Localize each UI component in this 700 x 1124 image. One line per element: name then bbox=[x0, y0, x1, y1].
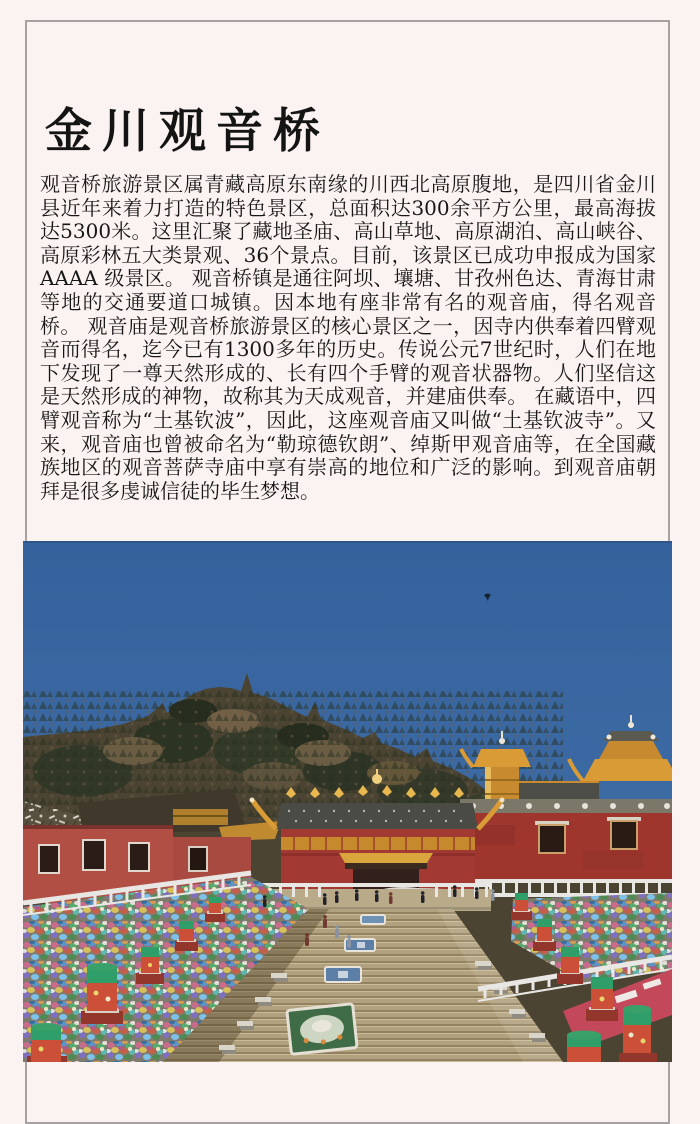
monastery-photo-illustration bbox=[23, 541, 672, 1062]
thangka-medallion bbox=[287, 1004, 357, 1055]
body-paragraph: 观音桥旅游景区属青藏高原东南缘的川西北高原腹地，是四川省金川县近年来着力打造的特色景区，总面积达300余平方公里，最高海拔达5300米。这里汇聚了藏地圣庙、高山草地、高原湖泊、高山峡谷、高原彩林五大类景观、36个景点。目前，该景区已成功申报成为国家AAAA 级景区。 观音桥镇是通往阿坝、壤塘、甘孜州色达、青海甘肃等地的交通要道口城镇。因本地有座非常有名的观音庙，得名观音桥。 观音庙是观音桥旅游景区的核心景区之一，因寺内供奉着四臂观音而得名，迄今已有1300多年的历史。传说公元7世纪时，人们在地下发现了一尊天然形成的、长有四个手臂的观音状器物。人们坚信这是天然形成的神物，故称其为天成观音，并建庙供奉。 在藏语中，四臂观音称为“土基钦波”，因此，这座观音庙又叫做“土基钦波寺”。又来，观音庙也曾被命名为“勒琼德钦朗”、绰斯甲观音庙等，在全国藏族地区的观音菩萨寺庙中享有崇高的地位和广泛的影响。到观音庙朝拜是很多虔诚信徒的毕生梦想。 bbox=[40, 172, 656, 503]
entrance-canopy bbox=[339, 853, 433, 863]
photo-top-edge bbox=[23, 541, 672, 543]
monastery-photo bbox=[23, 541, 672, 1062]
page-title: 金川观音桥 bbox=[45, 104, 330, 159]
